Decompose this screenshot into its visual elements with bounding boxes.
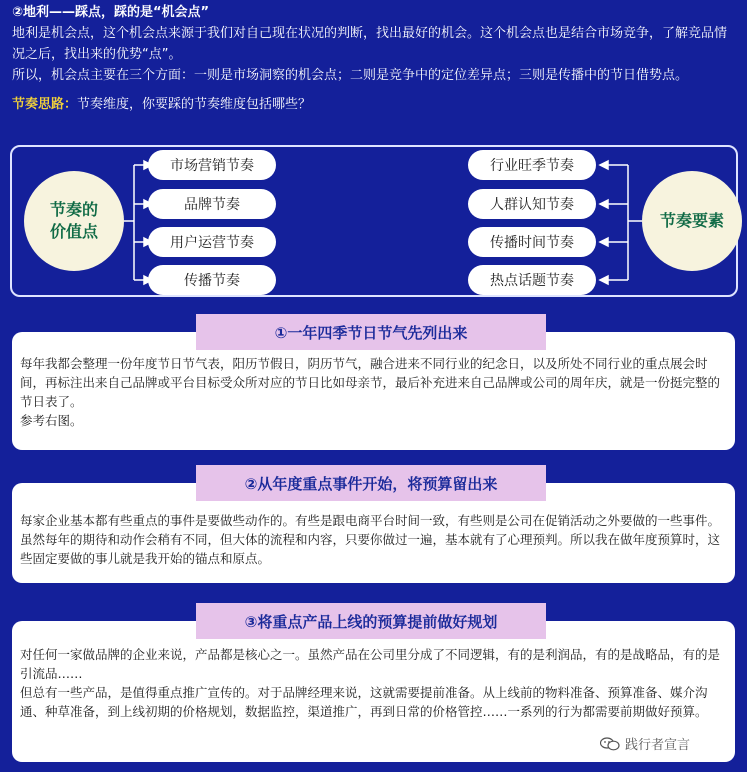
left-item-communication: 传播节奏 (148, 265, 276, 295)
right-item-timing: 传播时间节奏 (468, 227, 596, 257)
section-3-paragraph-1: 对任何一家做品牌的企业来说，产品都是核心之一。虽然产品在公司里分成了不同逻辑，有的是利润品，有的是战略品，有的是引流品…… (20, 647, 721, 681)
section-2-title: ②从年度重点事件开始，将预算留出来 (196, 465, 546, 501)
rhythm-diagram (10, 145, 738, 297)
intro-block (12, 2, 737, 115)
section-2-paragraph: 每家企业基本都有些重点的事件是要做些动作的。有些是跟电商平台时间一致，有些则是公司在促销活动之外要做的一些事件。虽然每年的期待和动作会稍有不同，但大体的流程和内容，只要你做过一遍，基本就有了心理预判。所以我在做年度预算时，这些固定要做的事儿就是我开始的锚点和原点。 (20, 513, 721, 566)
watermark-text: 践行者宣言 (625, 738, 691, 753)
section-heading: ②地利——踩点，踩的是“机会点” (12, 5, 210, 20)
intro-paragraph-1: 地利是机会点，这个机会点来源于我们对自己现在状况的判断，找出最好的机会。这个机会点也是结合市场竞争，了解竞品情况之后，找出来的优势“点”。 (12, 26, 728, 62)
left-item-brand: 品牌节奏 (148, 189, 276, 219)
value-point-line-2: 价值点 (49, 222, 98, 241)
right-item-hot-topic: 热点话题节奏 (468, 265, 596, 295)
section-3-paragraph-2: 但总有一些产品，是值得重点推广宣传的。对于品牌经理来说，这就需要提前准备。从上线前的物料准备、预算准备、媒介沟通、种草准备，到上线初期的价格规划，数据监控，渠道推广，再到日常的价格管控……一系列的行为都需要前期做好预算。 (20, 685, 708, 719)
value-point-circle (24, 171, 124, 271)
rhythm-key: 节奏思路： (12, 97, 78, 112)
section-1-note: 参考右图。 (20, 413, 83, 428)
rhythm-text: 节奏维度，你要踩的节奏维度包括哪些？ (77, 97, 312, 112)
intro-paragraph-2: 所以，机会点主要在三个方面：一则是市场洞察的机会点；二则是竞争中的定位差异点；三则是传播中的节日借势点。 (12, 68, 689, 83)
right-item-industry-season: 行业旺季节奏 (468, 150, 596, 180)
rhythm-elements-circle: 节奏要素 (642, 171, 742, 271)
section-1-paragraph: 每年我都会整理一份年度节日节气表，阳历节假日，阴历节气，融合进来不同行业的纪念日，以及所处不同行业的重点展会时间，再标注出来自己品牌或平台目标受众所对应的节日比如母亲节，最后补充进来自己品牌或公司的周年庆，就是一份挺完整的节日表了。 (20, 356, 721, 409)
wechat-icon (600, 737, 620, 751)
watermark (600, 734, 690, 753)
section-3-title: ③将重点产品上线的预算提前做好规划 (196, 603, 546, 639)
right-item-audience: 人群认知节奏 (468, 189, 596, 219)
section-1-title: ①一年四季节日节气先列出来 (196, 314, 546, 350)
left-item-marketing: 市场营销节奏 (148, 150, 276, 180)
value-point-line-1: 节奏的 (49, 200, 98, 219)
left-item-user-ops: 用户运营节奏 (148, 227, 276, 257)
rhythm-question (12, 94, 737, 115)
